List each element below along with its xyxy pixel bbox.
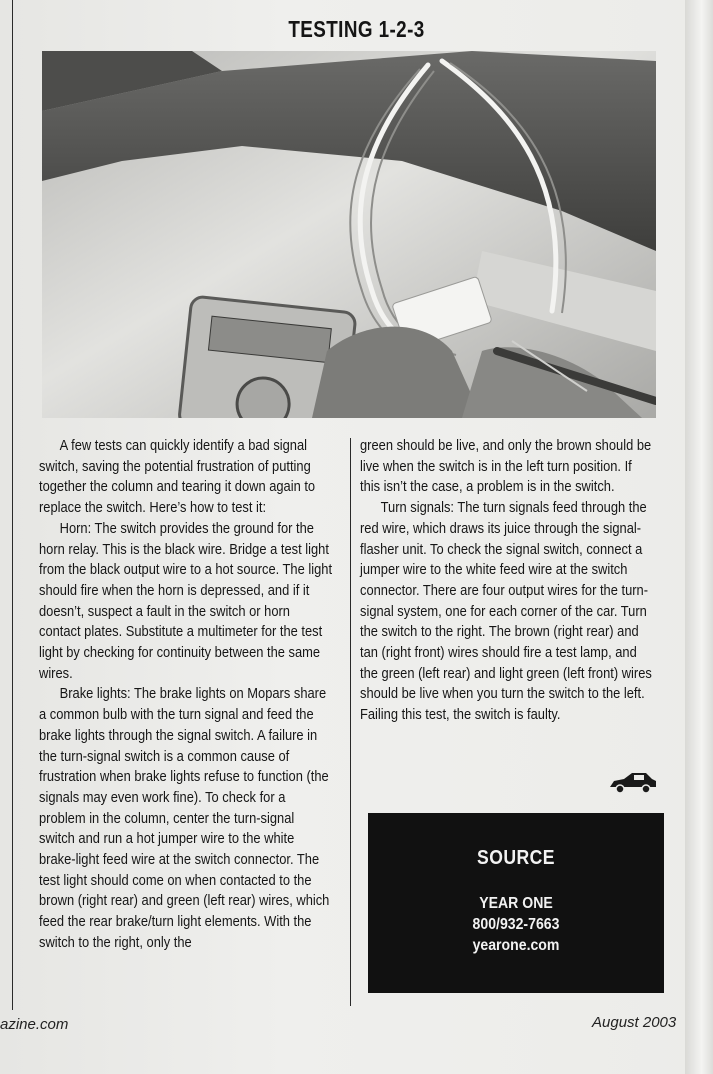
column-divider bbox=[350, 438, 351, 1006]
footer-website: azine.com bbox=[0, 1016, 69, 1033]
adjacent-page-edge bbox=[685, 0, 713, 1074]
photo-illustration bbox=[42, 51, 656, 418]
article-right-column bbox=[360, 436, 655, 726]
source-heading: SOURCE bbox=[477, 847, 555, 869]
article-left-column bbox=[39, 436, 333, 954]
source-company: YEAR ONE bbox=[479, 895, 553, 912]
brake-lights-continued-paragraph: green should be live, and only the brown should be live when the switch is in the left turn position. If this isn’t the case, a problem is in the switch. bbox=[360, 437, 652, 496]
brake-lights-paragraph: Brake lights: The brake lights on Mopars share a common bulb with the turn signal and feed the brake lights through the signal switch. A failure in the turn-signal switch is a common cause of frustration when brake lights refuse to function (the signals may even work fine). To check for a problem in the column, center the turn-signal switch and run a hot jumper wire to the white brake-light feed wire at the switch connector. The test light should come on when contacted to the brown (right rear) and green (left rear) wires, which feed the rear brake/turn light elements. With the switch to the right, only the bbox=[39, 685, 330, 951]
left-margin-rule bbox=[12, 0, 13, 1010]
page-title: TESTING 1-2-3 bbox=[288, 16, 425, 42]
horn-paragraph: Horn: The switch provides the ground for the horn relay. This is the black wire. Bridge a test light from the black output wire to a hot source. The light should fire when the horn is depressed, and if it doesn’t, suspect a fault in the switch or horn contact plates. Substitute a multimeter for the test light by checking for continuity between the same wires. bbox=[39, 519, 333, 682]
footer-date: August 2003 bbox=[592, 1014, 677, 1031]
source-phone: 800/932-7663 bbox=[472, 916, 560, 933]
source-website[interactable]: yearone.com bbox=[472, 937, 560, 954]
source-box bbox=[368, 813, 664, 993]
intro-paragraph: A few tests can quickly identify a bad signal switch, saving the potential frustration of putting together the column and tearing it down again to replace the switch. Here’s how to test it: bbox=[39, 437, 316, 517]
turn-signals-paragraph: Turn signals: The turn signals feed through the red wire, which draws its juice through the signal-flasher unit. To check the signal switch, connect a jumper wire to the white feed wire at the switch connector. There are four output wires for the turn-signal system, one for each corner of the car. Turn the switch to the right. The brown (right rear) and tan (right front) wires should fire a test lamp, and the green (left rear) and light green (left front) wires should be live when you turn the switch to the left. Failing this test, the switch is faulty. bbox=[360, 499, 652, 724]
car-end-mark-icon bbox=[608, 769, 658, 795]
source-details bbox=[386, 893, 646, 956]
multimeter-wiring-photo bbox=[42, 51, 656, 418]
